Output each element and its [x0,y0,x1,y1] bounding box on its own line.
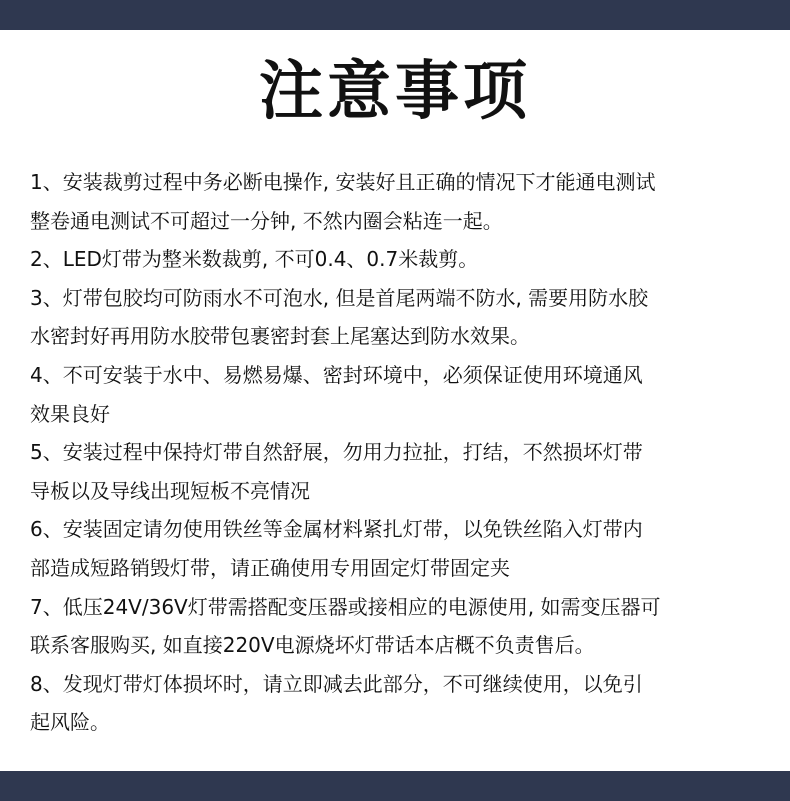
note-line: 效果良好 [30,401,110,426]
note-line: 起风险。 [30,710,110,735]
note-line: 4、不可安装于水中、易燃易爆、密封环境中，必须保证使用环境通风 [30,362,643,387]
top-band [0,0,790,30]
note-line: 联系客服购买, 如直接220V电源烧坏灯带话本店概不负责售后。 [30,633,595,658]
note-line: 部造成短路销毁灯带，请正确使用专用固定灯带固定夹 [30,555,510,580]
note-line: 2、LED灯带为整米数裁剪, 不可0.4、0.7米裁剪。 [30,247,479,272]
note-line: 6、安装固定请勿使用铁丝等金属材料紧扎灯带，以免铁丝陷入灯带内 [30,517,643,542]
note-line: 5、安装过程中保持灯带自然舒展，勿用力拉扯，打结，不然损坏灯带 [30,440,643,465]
note-line: 整卷通电测试不可超过一分钟, 不然内圈会粘连一起。 [30,208,503,233]
bottom-band [0,771,790,801]
note-line: 3、灯带包胶均可防雨水不可泡水, 但是首尾两端不防水, 需要用防水胶 [30,285,649,310]
note-line: 7、低压24V/36V灯带需搭配变压器或接相应的电源使用, 如需变压器可 [30,594,661,619]
note-line: 水密封好再用防水胶带包裹密封套上尾塞达到防水效果。 [30,324,530,349]
notes-list [30,163,775,742]
page-title: 注意事项 [259,55,531,129]
note-line: 8、发现灯带灯体损坏时，请立即减去此部分，不可继续使用，以免引 [30,671,643,696]
note-line: 导板以及导线出现短板不亮情况 [30,478,310,503]
note-line: 1、安装裁剪过程中务必断电操作, 安装好且正确的情况下才能通电测试 [30,170,656,194]
